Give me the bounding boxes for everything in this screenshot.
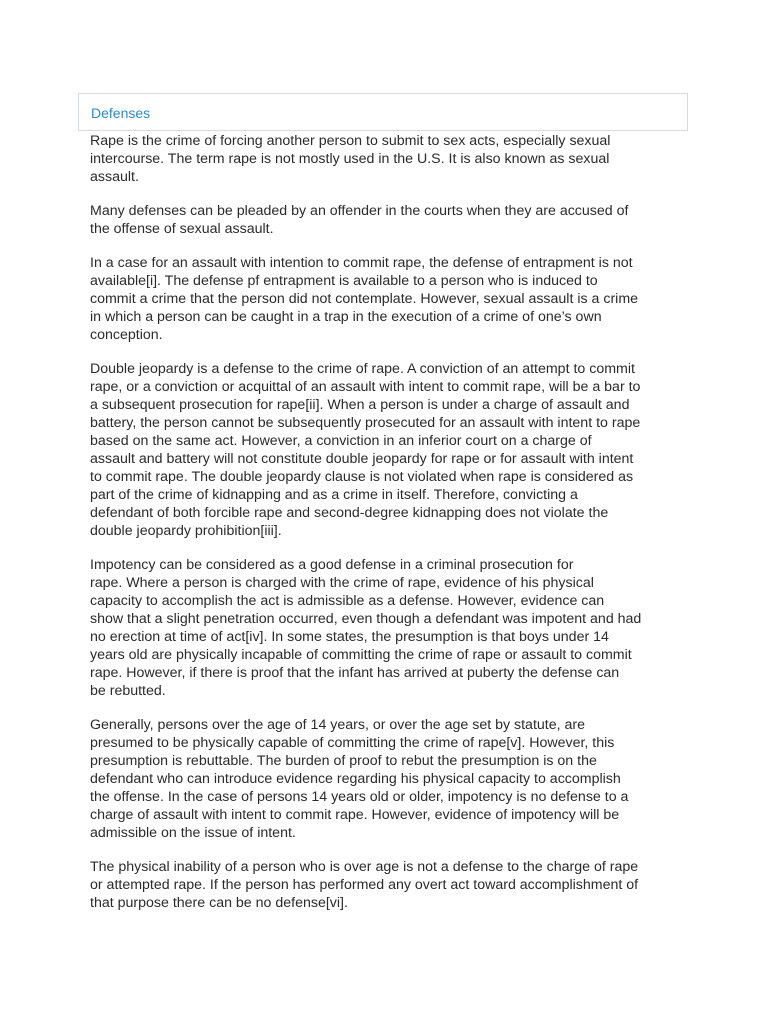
section-heading: Defenses xyxy=(91,105,151,121)
section-heading-box xyxy=(78,93,688,131)
paragraph-entrapment: In a case for an assault with intention to commit rape, the defense of entrapment is not available[i]. The defense pf entrapment is available to a person who is induced to commit a crime that the person did not contemplate. However, sexual assault is a crime in which a person can be caught in a trap in the execution of a crime of one’s own conception. xyxy=(90,255,639,343)
paragraph-age-presumption: Generally, persons over the age of 14 years, or over the age set by statute, are presumed to be physically capable of committing the crime of rape[v]. However, this presumption is rebuttable. The burden of proof to rebut the presumption is on the defendant who can introduce evidence regarding his physical capacity to accomplish the offense. In the case of persons 14 years old or older, impotency is no defense to a charge of assault with intent to commit rape. However, evidence of impotency will be admissible on the issue of intent. xyxy=(90,717,629,841)
paragraph-impotency: Impotency can be considered as a good defense in a criminal prosecution for rape. Where a person is charged with the crime of rape, evidence of his physical capacity to accomplish the act is admissible as a defense. However, evidence can show that a slight penetration occurred, even though a defendant was impotent and had no erection at time of act[iv]. In some states, the presumption is that boys under 14 years old are physically incapable of committing the crime of rape or assault to commit rape. However, if there is proof that the infant has arrived at puberty the defense can be rebutted. xyxy=(90,557,642,699)
paragraph-double-jeopardy: Double jeopardy is a defense to the crime of rape. A conviction of an attempt to commit rape, or a conviction or acquittal of an assault with intent to commit rape, will be a bar to a subsequent prosecution for rape[ii]. When a person is under a charge of assault and battery, the person cannot be subsequently prosecuted for an assault with intent to rape based on the same act. However, a conviction in an inferior court on a charge of assault and battery will not constitute double jeopardy for rape or for assault with intent to commit rape. The double jeopardy clause is not violated when rape is considered as part of the crime of kidnapping and as a crime in itself. Therefore, convicting a defendant of both forcible rape and second-degree kidnapping does not violate the double jeopardy prohibition[iii]. xyxy=(90,361,641,539)
paragraph-definition: Rape is the crime of forcing another person to submit to sex acts, especially sexual intercourse. The term rape is not mostly used in the U.S. It is also known as sexual assault. xyxy=(90,133,611,185)
paragraph-physical-inability: The physical inability of a person who is over age is not a defense to the charge of rape or attempted rape. If the person has performed any overt act toward accomplishment of that purpose there can be no defense[vi]. xyxy=(90,859,639,911)
article-body xyxy=(90,132,682,928)
paragraph-defenses-intro: Many defenses can be pleaded by an offender in the courts when they are accused of the offense of sexual assault. xyxy=(90,203,629,237)
